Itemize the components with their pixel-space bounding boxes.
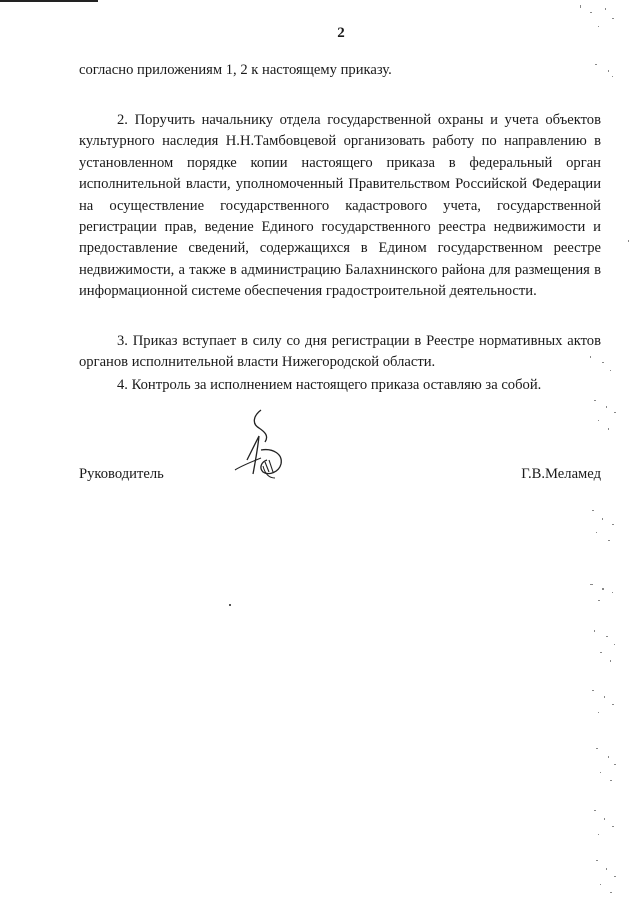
paragraph-item-3: 3. Приказ вступает в силу со дня регистрации в Реестре нормативных актов органов исполнительной власти Нижегородской области. [79,333,601,371]
scan-speck [229,604,231,606]
page-number: 2 [337,25,345,41]
scan-noise-margin [550,0,640,905]
paragraph-item-2: 2. Поручить начальнику отдела государственной охраны и учета объектов культурного наследия Н.Н.Тамбовцевой организовать работу по направлению в установленном порядке копии настоящего приказа в федеральный орган исполнительной власти, уполномоченный Правительством Российской Федерации на осуществление государственного кадастрового учета, государственной регистрации прав, ведение Единого государственного реестра недвижимости и предоставление сведений, содержащихся в Едином государственном реестре недвижимости, а также в администрацию Балахнинского района для размещения в информационной системе обеспечения градостроительной деятельности. [79,112,601,300]
paragraph-item-4: 4. Контроль за исполнением настоящего приказа оставляю за собой. [117,377,542,393]
top-rule [0,0,98,2]
signatory-name: Г.В.Меламед [521,466,601,482]
signatory-position: Руководитель [79,466,164,482]
paragraph-continuation: согласно приложениям 1, 2 к настоящему приказу. [79,62,392,78]
handwritten-signature [225,408,295,488]
